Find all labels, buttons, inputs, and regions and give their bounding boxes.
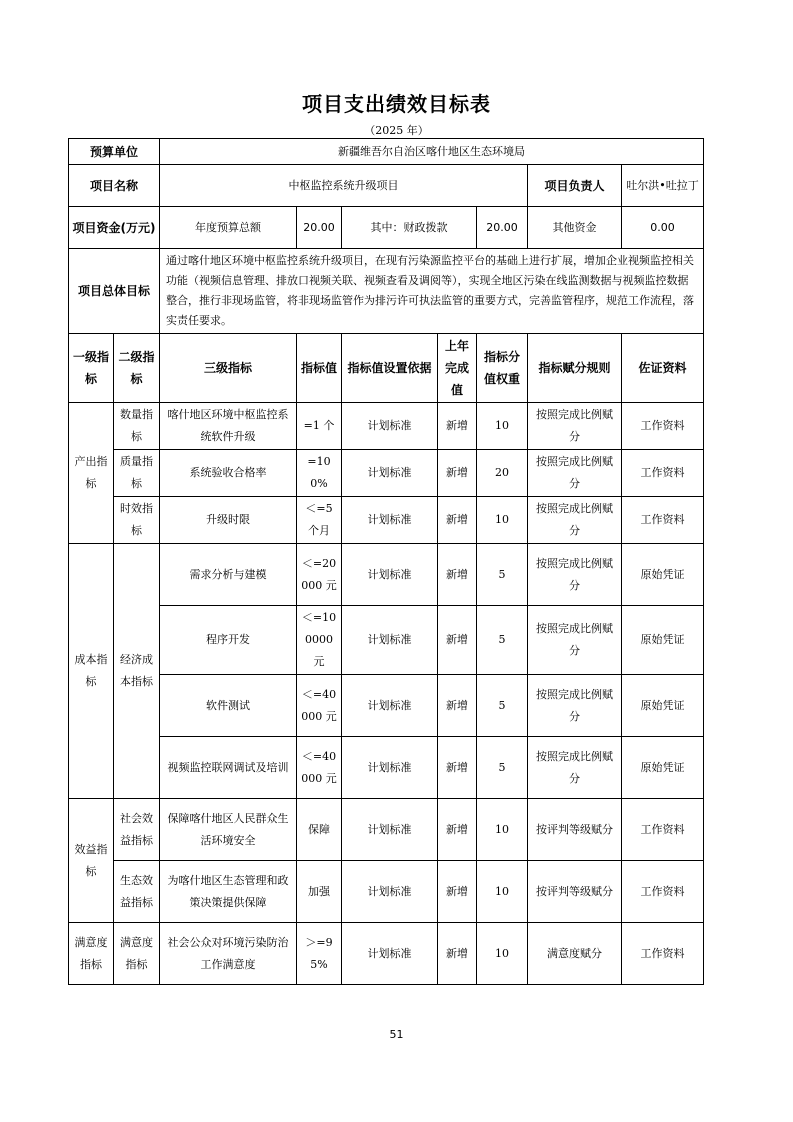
level2-indicator: 经济成本指标 <box>114 544 160 799</box>
last-year-value: 新增 <box>438 861 477 923</box>
table-row <box>69 403 704 450</box>
fiscal-allocation-value: 20.00 <box>477 207 528 249</box>
level3-indicator: 为喀什地区生态管理和政策决策提供保障 <box>160 861 297 923</box>
column-header: 指标赋分规则 <box>528 334 622 403</box>
indicator-basis: 计划标准 <box>342 675 438 737</box>
evidence: 原始凭证 <box>622 675 704 737</box>
indicator-weight: 10 <box>477 403 528 450</box>
evidence: 原始凭证 <box>622 606 704 675</box>
indicator-basis: 计划标准 <box>342 799 438 861</box>
indicator-weight: 10 <box>477 861 528 923</box>
last-year-value: 新增 <box>438 606 477 675</box>
last-year-value: 新增 <box>438 497 477 544</box>
evidence: 工作资料 <box>622 497 704 544</box>
year-label: （2025 年） <box>364 124 429 137</box>
scoring-rule: 按照完成比例赋分 <box>528 450 622 497</box>
project-owner-value: 吐尔洪•吐拉丁 <box>622 165 704 207</box>
indicator-basis: 计划标准 <box>342 450 438 497</box>
indicator-basis: 计划标准 <box>342 497 438 544</box>
indicator-value: ＜=100000 元 <box>297 606 342 675</box>
evidence: 工作资料 <box>622 861 704 923</box>
level2-indicator: 生态效益指标 <box>114 861 160 923</box>
level3-indicator: 系统验收合格率 <box>160 450 297 497</box>
level2-indicator: 满意度指标 <box>114 923 160 985</box>
level3-indicator: 程序开发 <box>160 606 297 675</box>
indicator-value: 加强 <box>297 861 342 923</box>
project-fund-label: 项目资金(万元) <box>69 207 160 249</box>
column-header: 指标值 <box>297 334 342 403</box>
last-year-value: 新增 <box>438 799 477 861</box>
project-name-value: 中枢监控系统升级项目 <box>160 165 528 207</box>
level3-indicator: 视频监控联网调试及培训 <box>160 737 297 799</box>
last-year-value: 新增 <box>438 675 477 737</box>
indicator-weight: 10 <box>477 799 528 861</box>
column-header: 三级指标 <box>160 334 297 403</box>
scoring-rule: 按评判等级赋分 <box>528 861 622 923</box>
level2-indicator: 质量指标 <box>114 450 160 497</box>
table-row <box>69 923 704 985</box>
level3-indicator: 喀什地区环境中枢监控系统软件升级 <box>160 403 297 450</box>
level1-indicator: 效益指标 <box>69 799 114 923</box>
scoring-rule: 按照完成比例赋分 <box>528 497 622 544</box>
indicator-basis: 计划标准 <box>342 737 438 799</box>
indicator-value: ＜=20000 元 <box>297 544 342 606</box>
last-year-value: 新增 <box>438 923 477 985</box>
column-header: 上年完成值 <box>438 334 477 403</box>
scoring-rule: 按照完成比例赋分 <box>528 606 622 675</box>
annual-budget-label: 年度预算总额 <box>160 207 297 249</box>
table-row <box>69 606 704 675</box>
indicator-weight: 5 <box>477 737 528 799</box>
table-row <box>69 497 704 544</box>
level2-indicator: 时效指标 <box>114 497 160 544</box>
indicator-basis: 计划标准 <box>342 403 438 450</box>
indicator-value: ＜=40000 元 <box>297 675 342 737</box>
indicator-basis: 计划标准 <box>342 923 438 985</box>
fiscal-allocation-label: 其中：财政拨款 <box>342 207 477 249</box>
table-row <box>69 675 704 737</box>
indicator-value: =1 个 <box>297 403 342 450</box>
evidence: 工作资料 <box>622 450 704 497</box>
level3-indicator: 保障喀什地区人民群众生活环境安全 <box>160 799 297 861</box>
scoring-rule: 按照完成比例赋分 <box>528 403 622 450</box>
other-funds-value: 0.00 <box>622 207 704 249</box>
page-number: 51 <box>389 1028 404 1041</box>
table-row <box>69 737 704 799</box>
column-header: 二级指标 <box>114 334 160 403</box>
annual-budget-value: 20.00 <box>297 207 342 249</box>
table-row <box>69 861 704 923</box>
indicator-basis: 计划标准 <box>342 606 438 675</box>
column-header: 一级指标 <box>69 334 114 403</box>
indicator-value: ＜=40000 元 <box>297 737 342 799</box>
indicator-value: ＜=5 个月 <box>297 497 342 544</box>
overall-goal-label: 项目总体目标 <box>69 249 160 334</box>
column-header: 指标值设置依据 <box>342 334 438 403</box>
project-name-label: 项目名称 <box>69 165 160 207</box>
last-year-value: 新增 <box>438 544 477 606</box>
indicator-value: ＞=95% <box>297 923 342 985</box>
level1-indicator: 成本指标 <box>69 544 114 799</box>
indicator-weight: 5 <box>477 544 528 606</box>
evidence: 工作资料 <box>622 923 704 985</box>
unit-value: 新疆维吾尔自治区喀什地区生态环境局 <box>160 139 704 165</box>
indicator-basis: 计划标准 <box>342 861 438 923</box>
evidence: 工作资料 <box>622 403 704 450</box>
level1-indicator: 满意度指标 <box>69 923 114 985</box>
scoring-rule: 按评判等级赋分 <box>528 799 622 861</box>
indicator-value: 保障 <box>297 799 342 861</box>
scoring-rule: 按照完成比例赋分 <box>528 544 622 606</box>
other-funds-label: 其他资金 <box>528 207 622 249</box>
level3-indicator: 软件测试 <box>160 675 297 737</box>
table-row <box>69 450 704 497</box>
last-year-value: 新增 <box>438 450 477 497</box>
indicator-value: =100% <box>297 450 342 497</box>
last-year-value: 新增 <box>438 403 477 450</box>
table-row <box>69 799 704 861</box>
indicator-weight: 10 <box>477 497 528 544</box>
performance-target-table <box>68 138 704 985</box>
evidence: 原始凭证 <box>622 737 704 799</box>
level3-indicator: 需求分析与建模 <box>160 544 297 606</box>
unit-label: 预算单位 <box>69 139 160 165</box>
scoring-rule: 满意度赋分 <box>528 923 622 985</box>
column-header: 指标分值权重 <box>477 334 528 403</box>
overall-goal-text: 通过喀什地区环境中枢监控系统升级项目，在现有污染源监控平台的基础上进行扩展，增加企业视频监控相关功能（视频信息管理、排放口视频关联、视频查看及调阅等），实现全地区污染在线监测数据与视频监控数据整合，推行非现场监管，将非现场监管作为排污许可执法监管的重要方式，完善监管程序，规范工作流程，落实责任要求。 <box>160 249 704 334</box>
project-owner-label: 项目负责人 <box>528 165 622 207</box>
scoring-rule: 按照完成比例赋分 <box>528 737 622 799</box>
table-row <box>69 544 704 606</box>
evidence: 原始凭证 <box>622 544 704 606</box>
indicator-weight: 5 <box>477 675 528 737</box>
level2-indicator: 社会效益指标 <box>114 799 160 861</box>
scoring-rule: 按照完成比例赋分 <box>528 675 622 737</box>
last-year-value: 新增 <box>438 737 477 799</box>
indicator-basis: 计划标准 <box>342 544 438 606</box>
level1-indicator: 产出指标 <box>69 403 114 544</box>
level2-indicator: 数量指标 <box>114 403 160 450</box>
column-header: 佐证资料 <box>622 334 704 403</box>
evidence: 工作资料 <box>622 799 704 861</box>
indicator-weight: 5 <box>477 606 528 675</box>
level3-indicator: 升级时限 <box>160 497 297 544</box>
indicator-weight: 20 <box>477 450 528 497</box>
level3-indicator: 社会公众对环境污染防治工作满意度 <box>160 923 297 985</box>
indicator-weight: 10 <box>477 923 528 985</box>
page-title: 项目支出绩效目标表 <box>302 92 491 116</box>
